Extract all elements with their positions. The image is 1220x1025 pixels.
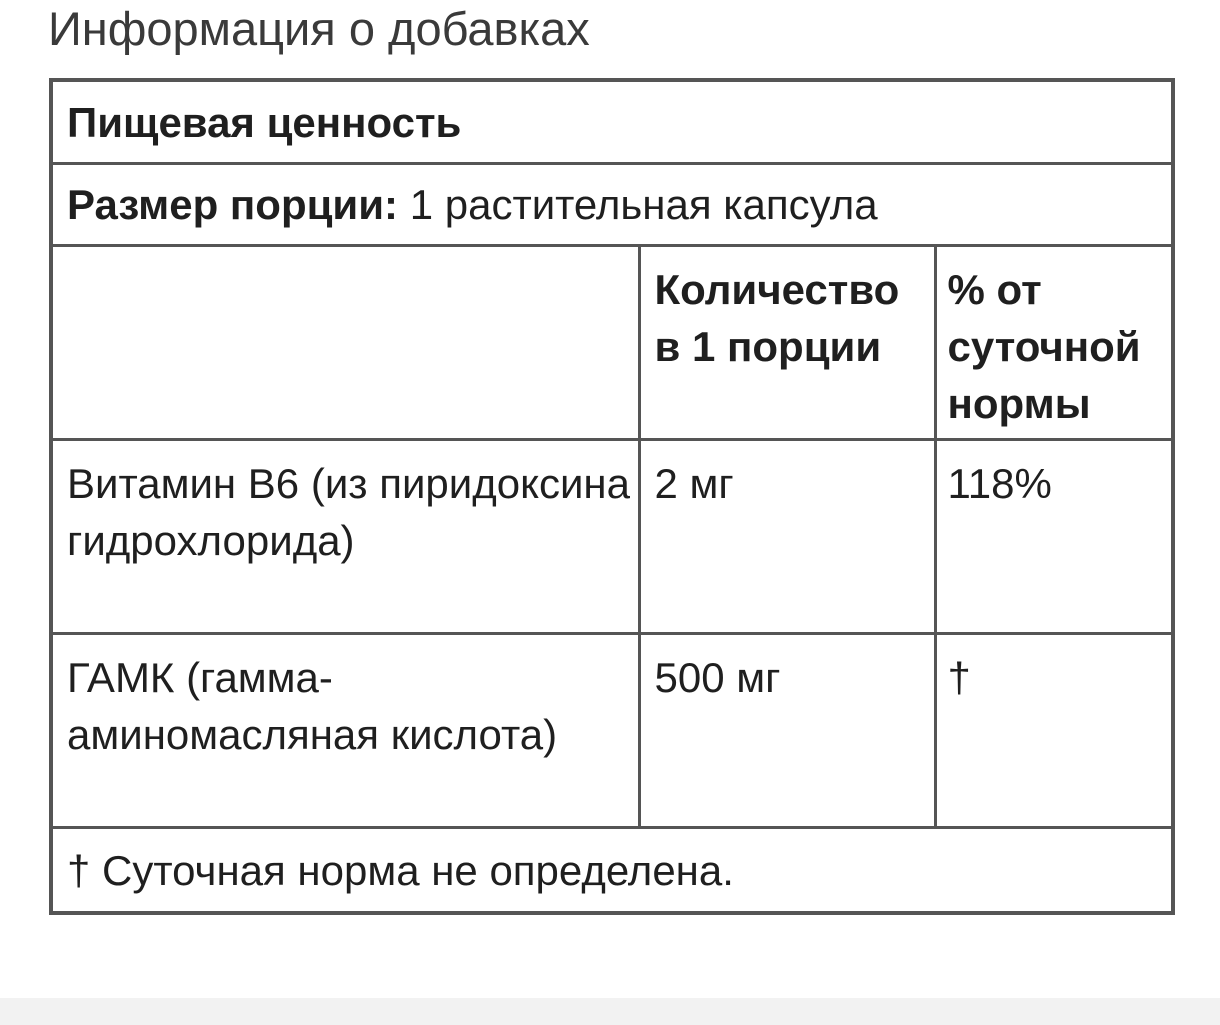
bottom-divider-strip — [0, 998, 1220, 1025]
table-row — [51, 440, 1173, 634]
nutrient-amount: 500 мг — [639, 634, 935, 828]
serving-size-row — [51, 164, 1173, 246]
footnote: † Суточная норма не определена. — [51, 828, 1173, 914]
nutrient-daily-value: † — [935, 634, 1173, 828]
table-title-row — [51, 80, 1173, 164]
column-header-amount: Количество в 1 порции — [639, 246, 935, 440]
serving-size-label: Размер порции: — [67, 181, 399, 228]
table-row — [51, 634, 1173, 828]
nutrient-daily-value: 118% — [935, 440, 1173, 634]
nutrient-name: Витамин B6 (из пиридоксина гидрохлорида) — [51, 440, 639, 634]
column-header-daily-value: % от суточной нормы — [935, 246, 1173, 440]
nutrient-amount: 2 мг — [639, 440, 935, 634]
page-title: Информация о добавках — [48, 2, 590, 55]
supplement-facts-table — [49, 78, 1175, 915]
column-header-name — [51, 246, 639, 440]
nutrient-name: ГАМК (гамма-аминомасляная кислота) — [51, 634, 639, 828]
column-header-row — [51, 246, 1173, 440]
serving-size-cell — [51, 164, 1173, 246]
serving-size-value: 1 растительная капсула — [398, 181, 878, 228]
footnote-row — [51, 828, 1173, 914]
facts-heading: Пищевая ценность — [51, 80, 1173, 164]
